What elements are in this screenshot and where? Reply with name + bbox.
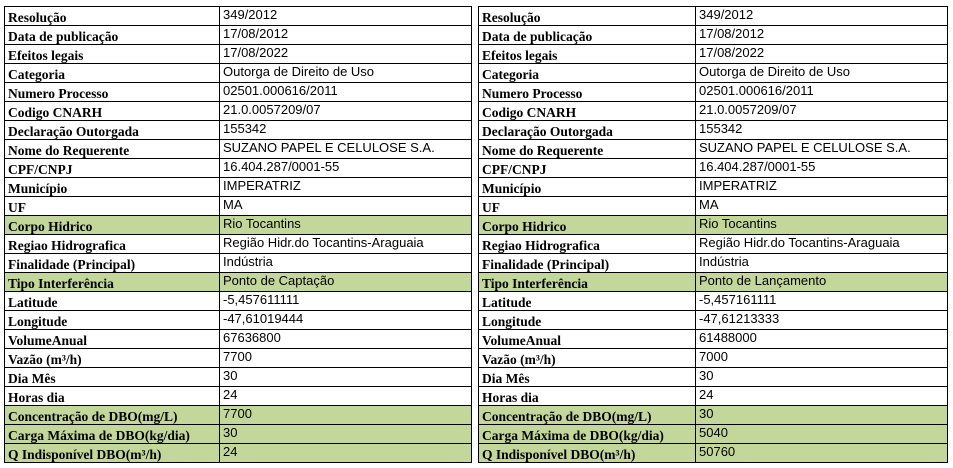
table-row xyxy=(5,311,472,330)
table-row xyxy=(5,64,472,83)
field-value: IMPERATRIZ xyxy=(220,178,472,197)
outorga-table-captacao xyxy=(4,6,472,463)
table-body xyxy=(479,7,948,463)
field-value: 24 xyxy=(220,387,472,406)
table-row xyxy=(5,387,472,406)
field-value: 17/08/2012 xyxy=(220,26,472,45)
field-value: 16.404.287/0001-55 xyxy=(220,159,472,178)
field-value: Rio Tocantins xyxy=(696,216,948,235)
field-value: 30 xyxy=(220,368,472,387)
field-label: Carga Máxima de DBO(kg/dia) xyxy=(5,425,220,444)
table-row xyxy=(479,197,948,216)
field-label: Município xyxy=(5,178,220,197)
table-row xyxy=(479,292,948,311)
field-label: Carga Máxima de DBO(kg/dia) xyxy=(479,425,696,444)
table-row xyxy=(479,159,948,178)
field-label: Dia Mês xyxy=(5,368,220,387)
field-label: Codigo CNARH xyxy=(5,102,220,121)
table-row xyxy=(479,368,948,387)
field-label: Q Indisponível DBO(m³/h) xyxy=(479,444,696,463)
field-value: Rio Tocantins xyxy=(220,216,472,235)
field-label: Numero Processo xyxy=(479,83,696,102)
table-row xyxy=(5,178,472,197)
table-row xyxy=(479,26,948,45)
field-label: Município xyxy=(479,178,696,197)
table-row xyxy=(5,330,472,349)
field-label: Data de publicação xyxy=(479,26,696,45)
field-value: MA xyxy=(220,197,472,216)
field-label: Numero Processo xyxy=(5,83,220,102)
field-value: 30 xyxy=(696,368,948,387)
field-value: -5,457611111 xyxy=(220,292,472,311)
field-value: 349/2012 xyxy=(220,7,472,26)
table-row xyxy=(479,235,948,254)
field-label: Vazão (m³/h) xyxy=(5,349,220,368)
table-row xyxy=(479,45,948,64)
field-value: -47,61213333 xyxy=(696,311,948,330)
table-row xyxy=(479,387,948,406)
field-value: Região Hidr.do Tocantins-Araguaia xyxy=(220,235,472,254)
table-row xyxy=(479,406,948,425)
field-value: 50760 xyxy=(696,444,948,463)
table-row xyxy=(479,273,948,292)
table-row xyxy=(5,368,472,387)
table-row xyxy=(479,216,948,235)
field-label: UF xyxy=(5,197,220,216)
field-label: Horas dia xyxy=(5,387,220,406)
table-row xyxy=(5,26,472,45)
field-value: 61488000 xyxy=(696,330,948,349)
field-label: Efeitos legais xyxy=(5,45,220,64)
field-value: MA xyxy=(696,197,948,216)
table-row xyxy=(5,7,472,26)
field-label: VolumeAnual xyxy=(479,330,696,349)
field-value: 30 xyxy=(220,425,472,444)
field-value: 21.0.0057209/07 xyxy=(220,102,472,121)
field-label: Resolução xyxy=(5,7,220,26)
field-label: Declaração Outorgada xyxy=(5,121,220,140)
field-value: 349/2012 xyxy=(696,7,948,26)
field-label: Longitude xyxy=(479,311,696,330)
field-value: 17/08/2022 xyxy=(696,45,948,64)
table-row xyxy=(5,102,472,121)
field-label: Nome do Requerente xyxy=(5,140,220,159)
field-label: Longitude xyxy=(5,311,220,330)
field-label: Regiao Hidrografica xyxy=(5,235,220,254)
field-label: Finalidade (Principal) xyxy=(5,254,220,273)
field-label: Vazão (m³/h) xyxy=(479,349,696,368)
field-value: 7700 xyxy=(220,349,472,368)
field-value: Indústria xyxy=(220,254,472,273)
table-row xyxy=(479,444,948,463)
table-row xyxy=(5,349,472,368)
field-value: 155342 xyxy=(220,121,472,140)
outorga-table-lancamento xyxy=(478,6,948,463)
field-value: Ponto de Captação xyxy=(220,273,472,292)
field-value: -47,61019444 xyxy=(220,311,472,330)
field-label: Corpo Hidrico xyxy=(479,216,696,235)
field-value: Região Hidr.do Tocantins-Araguaia xyxy=(696,235,948,254)
field-label: Resolução xyxy=(479,7,696,26)
table-row xyxy=(479,83,948,102)
field-value: IMPERATRIZ xyxy=(696,178,948,197)
table-row xyxy=(479,140,948,159)
field-label: Tipo Interferência xyxy=(5,273,220,292)
field-value: 24 xyxy=(220,444,472,463)
field-label: Categoria xyxy=(5,64,220,83)
field-value: 17/08/2022 xyxy=(220,45,472,64)
field-value: 21.0.0057209/07 xyxy=(696,102,948,121)
field-value: SUZANO PAPEL E CELULOSE S.A. xyxy=(696,140,948,159)
field-value: 155342 xyxy=(696,121,948,140)
field-label: CPF/CNPJ xyxy=(479,159,696,178)
table-body xyxy=(5,7,472,463)
table-row xyxy=(5,197,472,216)
field-value: -5,457161111 xyxy=(696,292,948,311)
field-label: Declaração Outorgada xyxy=(479,121,696,140)
table-row xyxy=(5,273,472,292)
field-value: Outorga de Direito de Uso xyxy=(220,64,472,83)
table-row xyxy=(479,178,948,197)
field-label: Tipo Interferência xyxy=(479,273,696,292)
field-value: 67636800 xyxy=(220,330,472,349)
field-label: Corpo Hidrico xyxy=(5,216,220,235)
field-label: Latitude xyxy=(479,292,696,311)
field-value: 17/08/2012 xyxy=(696,26,948,45)
table-row xyxy=(5,140,472,159)
field-value: 02501.000616/2011 xyxy=(696,83,948,102)
field-label: Efeitos legais xyxy=(479,45,696,64)
field-label: Nome do Requerente xyxy=(479,140,696,159)
field-value: Indústria xyxy=(696,254,948,273)
table-row xyxy=(5,45,472,64)
table-row xyxy=(5,121,472,140)
field-value: 30 xyxy=(696,406,948,425)
table-row xyxy=(5,235,472,254)
field-label: Horas dia xyxy=(479,387,696,406)
table-row xyxy=(5,425,472,444)
table-row xyxy=(5,292,472,311)
field-label: VolumeAnual xyxy=(5,330,220,349)
field-label: Regiao Hidrografica xyxy=(479,235,696,254)
table-row xyxy=(479,64,948,83)
field-value: 02501.000616/2011 xyxy=(220,83,472,102)
table-row xyxy=(5,159,472,178)
table-row xyxy=(479,425,948,444)
table-row xyxy=(5,254,472,273)
table-row xyxy=(5,444,472,463)
field-value: Ponto de Lançamento xyxy=(696,273,948,292)
field-value: SUZANO PAPEL E CELULOSE S.A. xyxy=(220,140,472,159)
field-value: 7000 xyxy=(696,349,948,368)
field-value: 24 xyxy=(696,387,948,406)
field-value: 16.404.287/0001-55 xyxy=(696,159,948,178)
table-row xyxy=(479,7,948,26)
field-value: Outorga de Direito de Uso xyxy=(696,64,948,83)
field-label: Concentração de DBO(mg/L) xyxy=(5,406,220,425)
field-label: Data de publicação xyxy=(5,26,220,45)
field-label: CPF/CNPJ xyxy=(5,159,220,178)
table-row xyxy=(479,311,948,330)
field-label: UF xyxy=(479,197,696,216)
field-value: 7700 xyxy=(220,406,472,425)
table-row xyxy=(479,254,948,273)
field-label: Concentração de DBO(mg/L) xyxy=(479,406,696,425)
table-row xyxy=(479,102,948,121)
field-label: Q Indisponível DBO(m³/h) xyxy=(5,444,220,463)
table-row xyxy=(479,330,948,349)
field-label: Dia Mês xyxy=(479,368,696,387)
table-row xyxy=(479,121,948,140)
field-label: Latitude xyxy=(5,292,220,311)
field-label: Categoria xyxy=(479,64,696,83)
table-row xyxy=(5,216,472,235)
field-label: Finalidade (Principal) xyxy=(479,254,696,273)
table-row xyxy=(5,83,472,102)
field-label: Codigo CNARH xyxy=(479,102,696,121)
table-row xyxy=(479,349,948,368)
table-row xyxy=(5,406,472,425)
field-value: 5040 xyxy=(696,425,948,444)
